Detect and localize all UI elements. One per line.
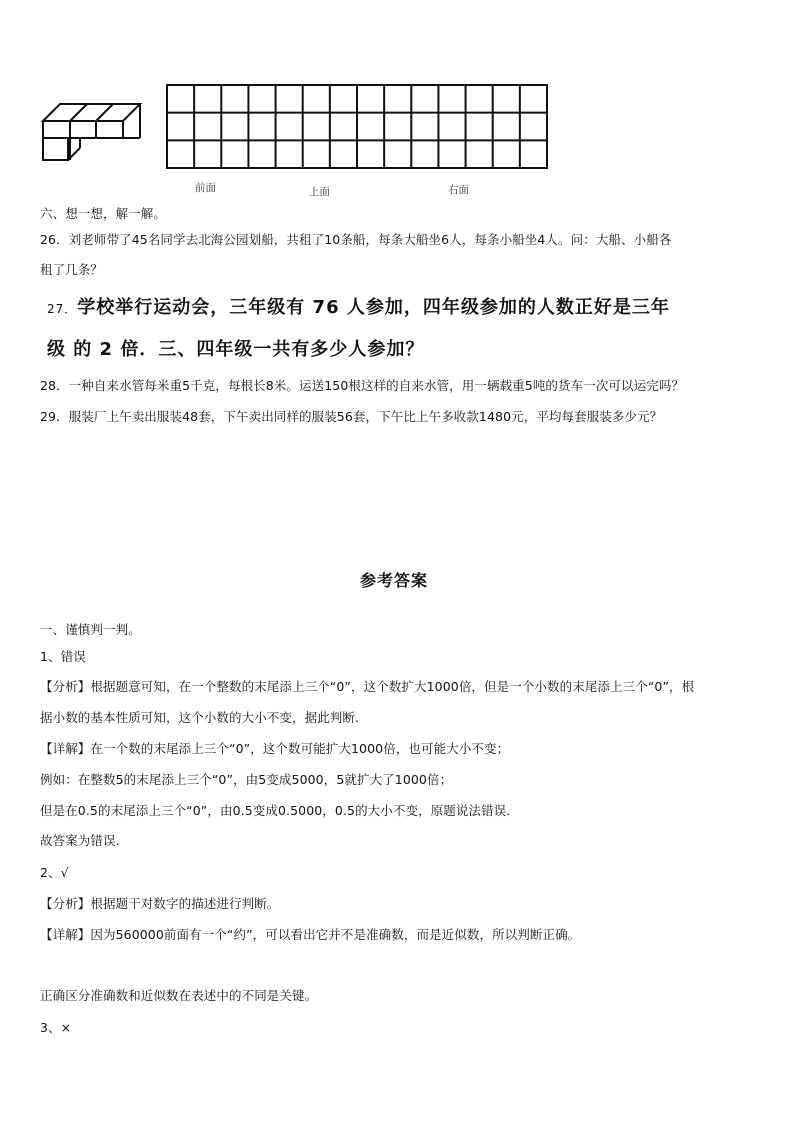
question-27-line1: 27．学校举行运动会，三年级有 76 人参加，四年级参加的人数正好是三年: [47, 297, 670, 318]
answers-title: 参考答案: [360, 571, 429, 590]
question-27-line2: 级 的 2 倍．三、四年级一共有多少人参加？: [47, 339, 425, 360]
answer-2-note: 正确区分准确数和近似数在表述中的不同是关键。: [40, 988, 318, 1003]
label-top: 上面: [309, 186, 330, 198]
question-27-text: 学校举行运动会，三年级有 76 人参加，四年级参加的人数正好是三年: [77, 297, 670, 318]
cube-front-face: [43, 138, 68, 160]
answer-2-analysis: 【分析】根据题干对数字的描述进行判断。: [40, 896, 280, 911]
cube-solid: [43, 104, 140, 160]
answer-1-detail-line2: 例如：在整数5的末尾添上三个“0”，由5变成5000，5就扩大了1000倍；: [40, 772, 453, 787]
label-right: 右面: [448, 184, 469, 196]
answer-1-detail-line3: 但是在0.5的末尾添上三个“0”，由0.5变成0.5000，0.5的大小不变，原题说法错误.: [40, 803, 511, 818]
section6-heading: 六、想一想，解一解。: [40, 206, 167, 221]
answers-section1-heading: 一、谨慎判一判。: [40, 622, 141, 637]
answer-2-detail: 【详解】因为560000前面有一个“约”，可以看出它并不是准确数，而是近似数，所以判断正确。: [40, 927, 581, 942]
answer-1-analysis-line1: 【分析】根据题意可知，在一个整数的末尾添上三个“0”，这个数扩大1000倍，但是一个小数的末尾添上三个“0”，根: [40, 679, 695, 694]
cube-top-face: [43, 104, 140, 121]
answer-1: 1、错误: [40, 649, 86, 664]
question-28: 28．一种自来水管每米重5千克，每根长8米。运送150根这样的自来水管，用一辆载重5吨的货车一次可以运完吗？: [40, 378, 685, 393]
answer-1-analysis-line2: 据小数的基本性质可知，这个小数的大小不变，据此判断.: [40, 710, 360, 725]
question-29: 29．服装厂上午卖出服装48套，下午卖出同样的服装56套，下午比上午多收款1480元，平均每套服装多少元？: [40, 409, 663, 424]
answer-1-detail-line1: 【详解】在一个数的末尾添上三个“0”，这个数可能扩大1000倍，也可能大小不变；: [40, 741, 510, 756]
answer-2: 2、√: [40, 865, 69, 880]
question-26-line2: 租了几条？: [40, 262, 104, 277]
cube-figure: [0, 0, 794, 200]
answer-1-conclusion: 故答案为错误.: [40, 833, 120, 848]
grid: [167, 85, 547, 168]
label-front: 前面: [195, 182, 216, 194]
question-26-line1: 26．刘老师带了45名同学去北海公园划船，共租了10条船，每条大船坐6人，每条小船坐4人。问：大船、小船各: [40, 232, 672, 247]
answer-3: 3、×: [40, 1020, 72, 1035]
